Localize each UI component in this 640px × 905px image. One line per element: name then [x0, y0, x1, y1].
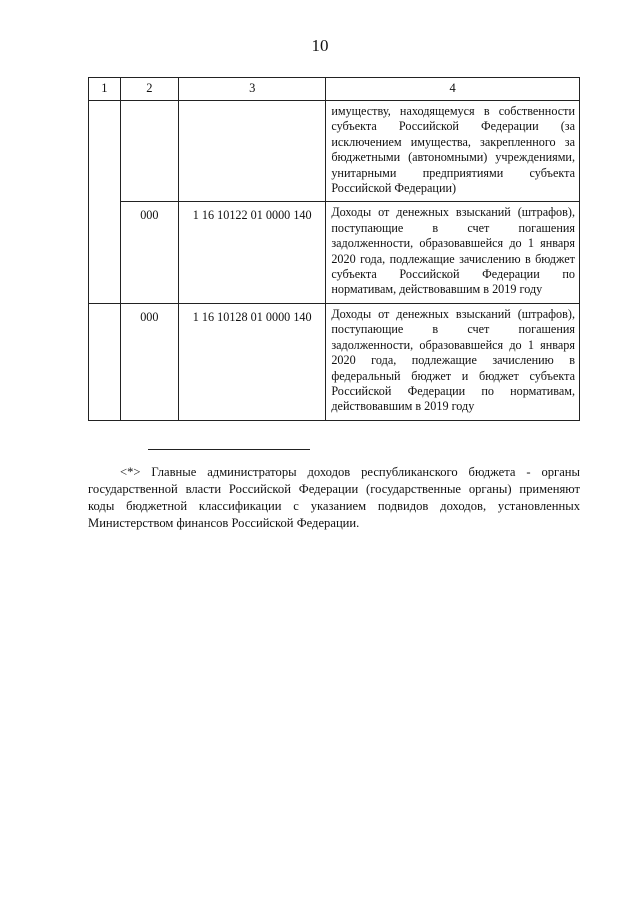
income-description-cell: Доходы от денежных взысканий (штрафов), поступающие в счет погашения задолженности, образовавшейся до 1 января 2020 года, подлежащие зачислению в бюджет субъекта Российской Федерации по нормативам, действовавшим в 2019 году — [326, 202, 580, 303]
admin-code-cell — [120, 101, 178, 202]
table-header-row — [89, 78, 580, 101]
table-row — [89, 202, 580, 303]
budget-classification-table — [88, 77, 580, 421]
header-col-2: 2 — [120, 78, 178, 101]
table-row — [89, 303, 580, 420]
page-number: 10 — [311, 36, 329, 55]
income-code-cell: 1 16 10128 01 0000 140 — [179, 303, 326, 420]
header-col-4: 4 — [326, 78, 580, 101]
income-description-cell: имуществу, находящемуся в собственности субъекта Российской Федерации (за исключением имущества, закрепленного за бюджетными (автономными) учреждениями, унитарными предприятиями субъекта Российской Федерации) — [326, 101, 580, 202]
income-code-cell — [179, 101, 326, 202]
row-number-cell — [89, 303, 121, 420]
header-col-1: 1 — [89, 78, 121, 101]
footnote-separator — [148, 449, 310, 450]
table-row — [89, 101, 580, 202]
row-number-cell — [89, 101, 121, 304]
income-code-cell: 1 16 10122 01 0000 140 — [179, 202, 326, 303]
admin-code-cell: 000 — [120, 202, 178, 303]
footnote-text: <*> Главные администраторы доходов республиканского бюджета - органы государственной власти Российской Федерации (государственные органы) применяют коды бюджетной классификации с указанием подвидов доходов, установленных Министерством финансов Российской Федерации. — [88, 465, 580, 530]
admin-code-cell: 000 — [120, 303, 178, 420]
header-col-3: 3 — [179, 78, 326, 101]
income-description-cell: Доходы от денежных взысканий (штрафов), поступающие в счет погашения задолженности, образовавшейся до 1 января 2020 года, подлежащие зачислению в федеральный бюджет и бюджет субъекта Российской Федерации по нормативам, действовавшим в 2019 году — [326, 303, 580, 420]
